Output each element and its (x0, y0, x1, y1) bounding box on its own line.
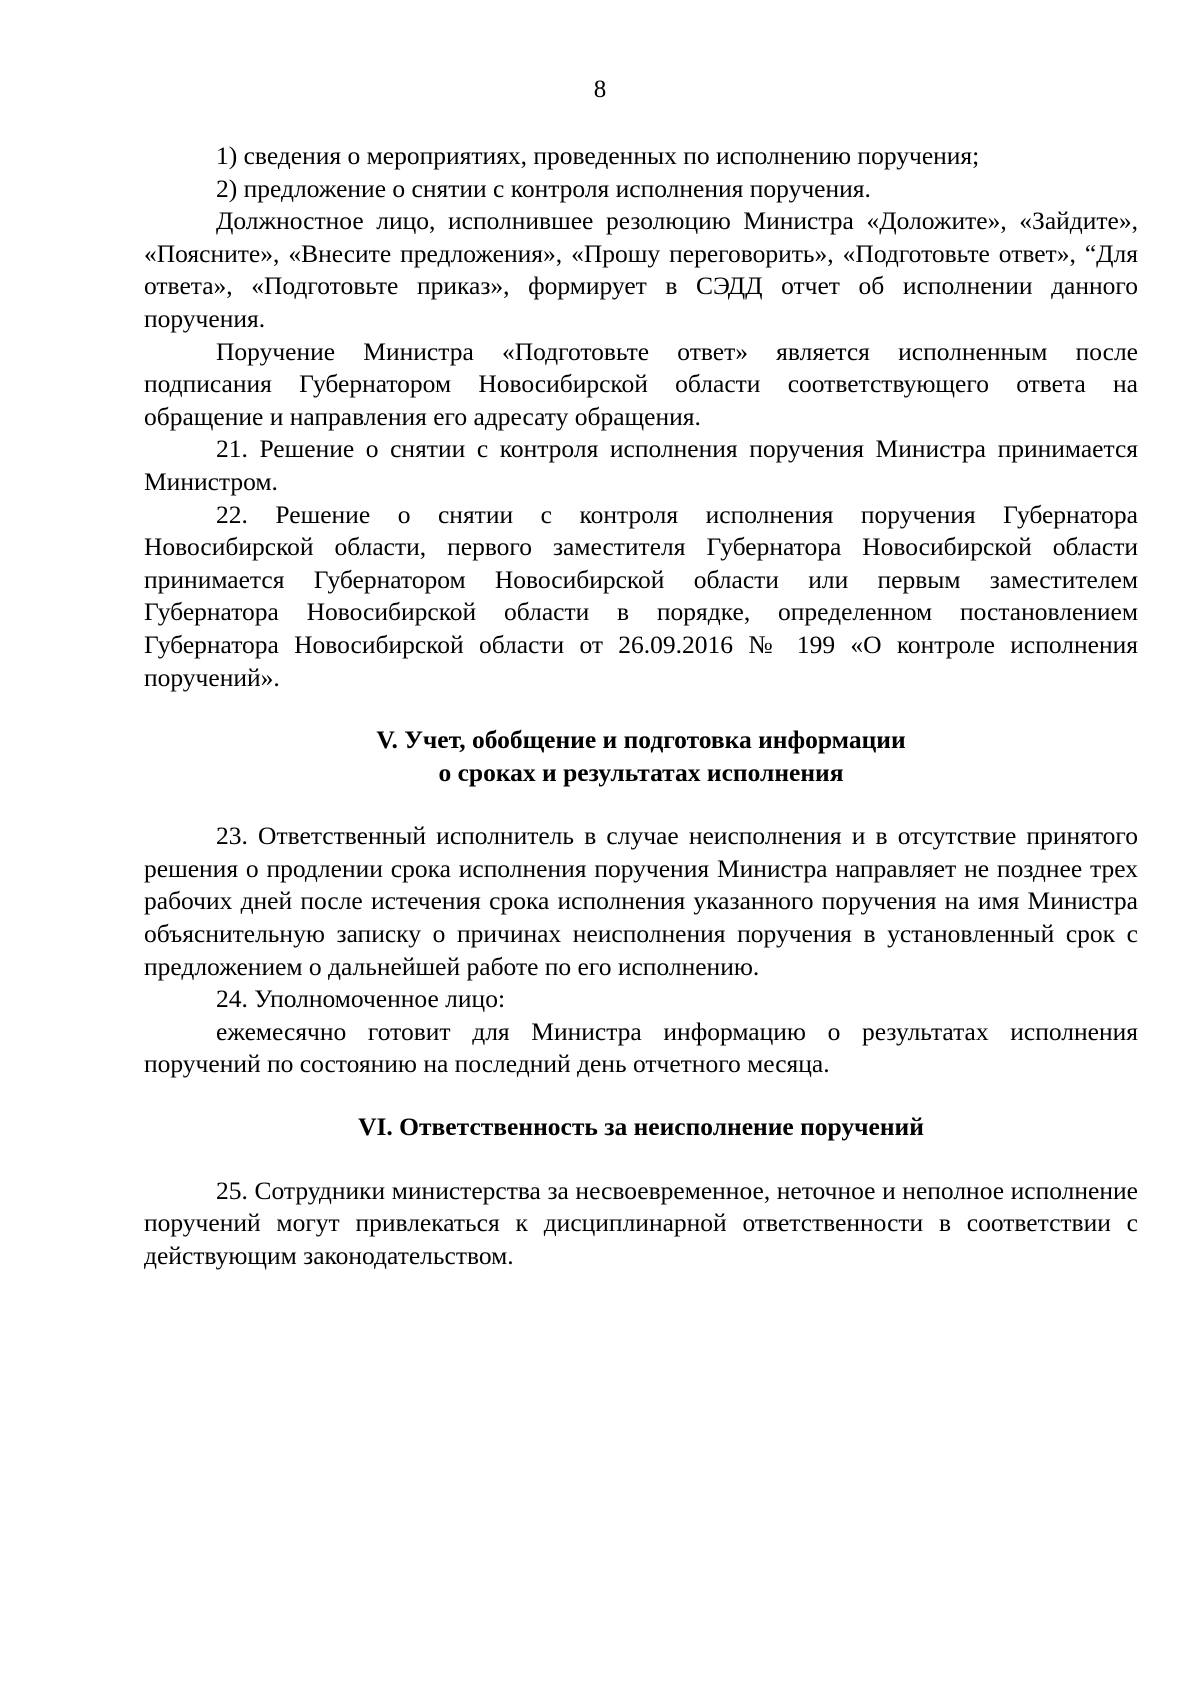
section-5-heading-line-2: о сроках и результатах исполнения (438, 757, 844, 787)
paragraph-23: 23. Ответственный исполнитель в случае неисполнения и в отсутствие принятого решения о продлении срока исполнения поручения Министра направляет не позднее трех рабочих дней после истечения срока исполнения указанного поручения на имя Министра объяснительную записку о причинах неисполнения поручения в установленный срок с предложением о дальнейшей работе по его исполнению. (144, 821, 1138, 981)
paragraph-22: 22. Решение о снятии с контроля исполнения поручения Губернатора Новосибирской области, первого заместителя Губернатора Новосибирской области принимается Губернатором Новосибирской области или первым заместителем Губернатора Новосибирской области в порядке, определенном постановлением Губернатора Новосибирской области от 26.09.2016 № 199 «О контроле исполнения поручений». (144, 499, 1138, 692)
document-body (144, 140, 1138, 1272)
paragraph-official-report: Должностное лицо, исполнившее резолюцию Министра «Доложите», «Зайдите», «Поясните», «Внесите предложения», «Прошу переговорить», «Подготовьте ответ», “Для ответа», «Подготовьте приказ», формирует в СЭДД отчет об исполнении данного поручения. (144, 206, 1138, 333)
paragraph-25: 25. Сотрудники министерства за несвоевременное, неточное и неполное исполнение поручений могут привлекаться к дисциплинарной ответственности в соответствии с действующим законодательством. (144, 1175, 1138, 1270)
section-6-heading-line: VI. Ответственность за неисполнение поручений (358, 1112, 924, 1142)
section-6-heading (144, 1111, 1138, 1144)
paragraph-24: 24. Уполномоченное лицо: (216, 984, 506, 1014)
page-number: 8 (593, 76, 607, 103)
paragraph-21: 21. Решение о снятии с контроля исполнения поручения Министра принимается Министром. (144, 434, 1138, 496)
section-5-heading (144, 724, 1138, 789)
list-item-1: 1) сведения о мероприятиях, проведенных по исполнению поручения; (216, 141, 980, 170)
paragraph-prepare-answer: Поручение Министра «Подготовьте ответ» является исполненным после подписания Губернатором Новосибирской области соответствующего ответа на обращение и направления его адресату обращения. (144, 336, 1138, 431)
section-5-heading-line-1: V. Учет, обобщение и подготовка информации (376, 725, 906, 755)
paragraph-24-duty: ежемесячно готовит для Министра информацию о результатах исполнения поручений по состоянию на последний день отчетного месяца. (144, 1016, 1138, 1079)
list-item-2: 2) предложение о снятии с контроля исполнения поручения. (216, 173, 871, 203)
